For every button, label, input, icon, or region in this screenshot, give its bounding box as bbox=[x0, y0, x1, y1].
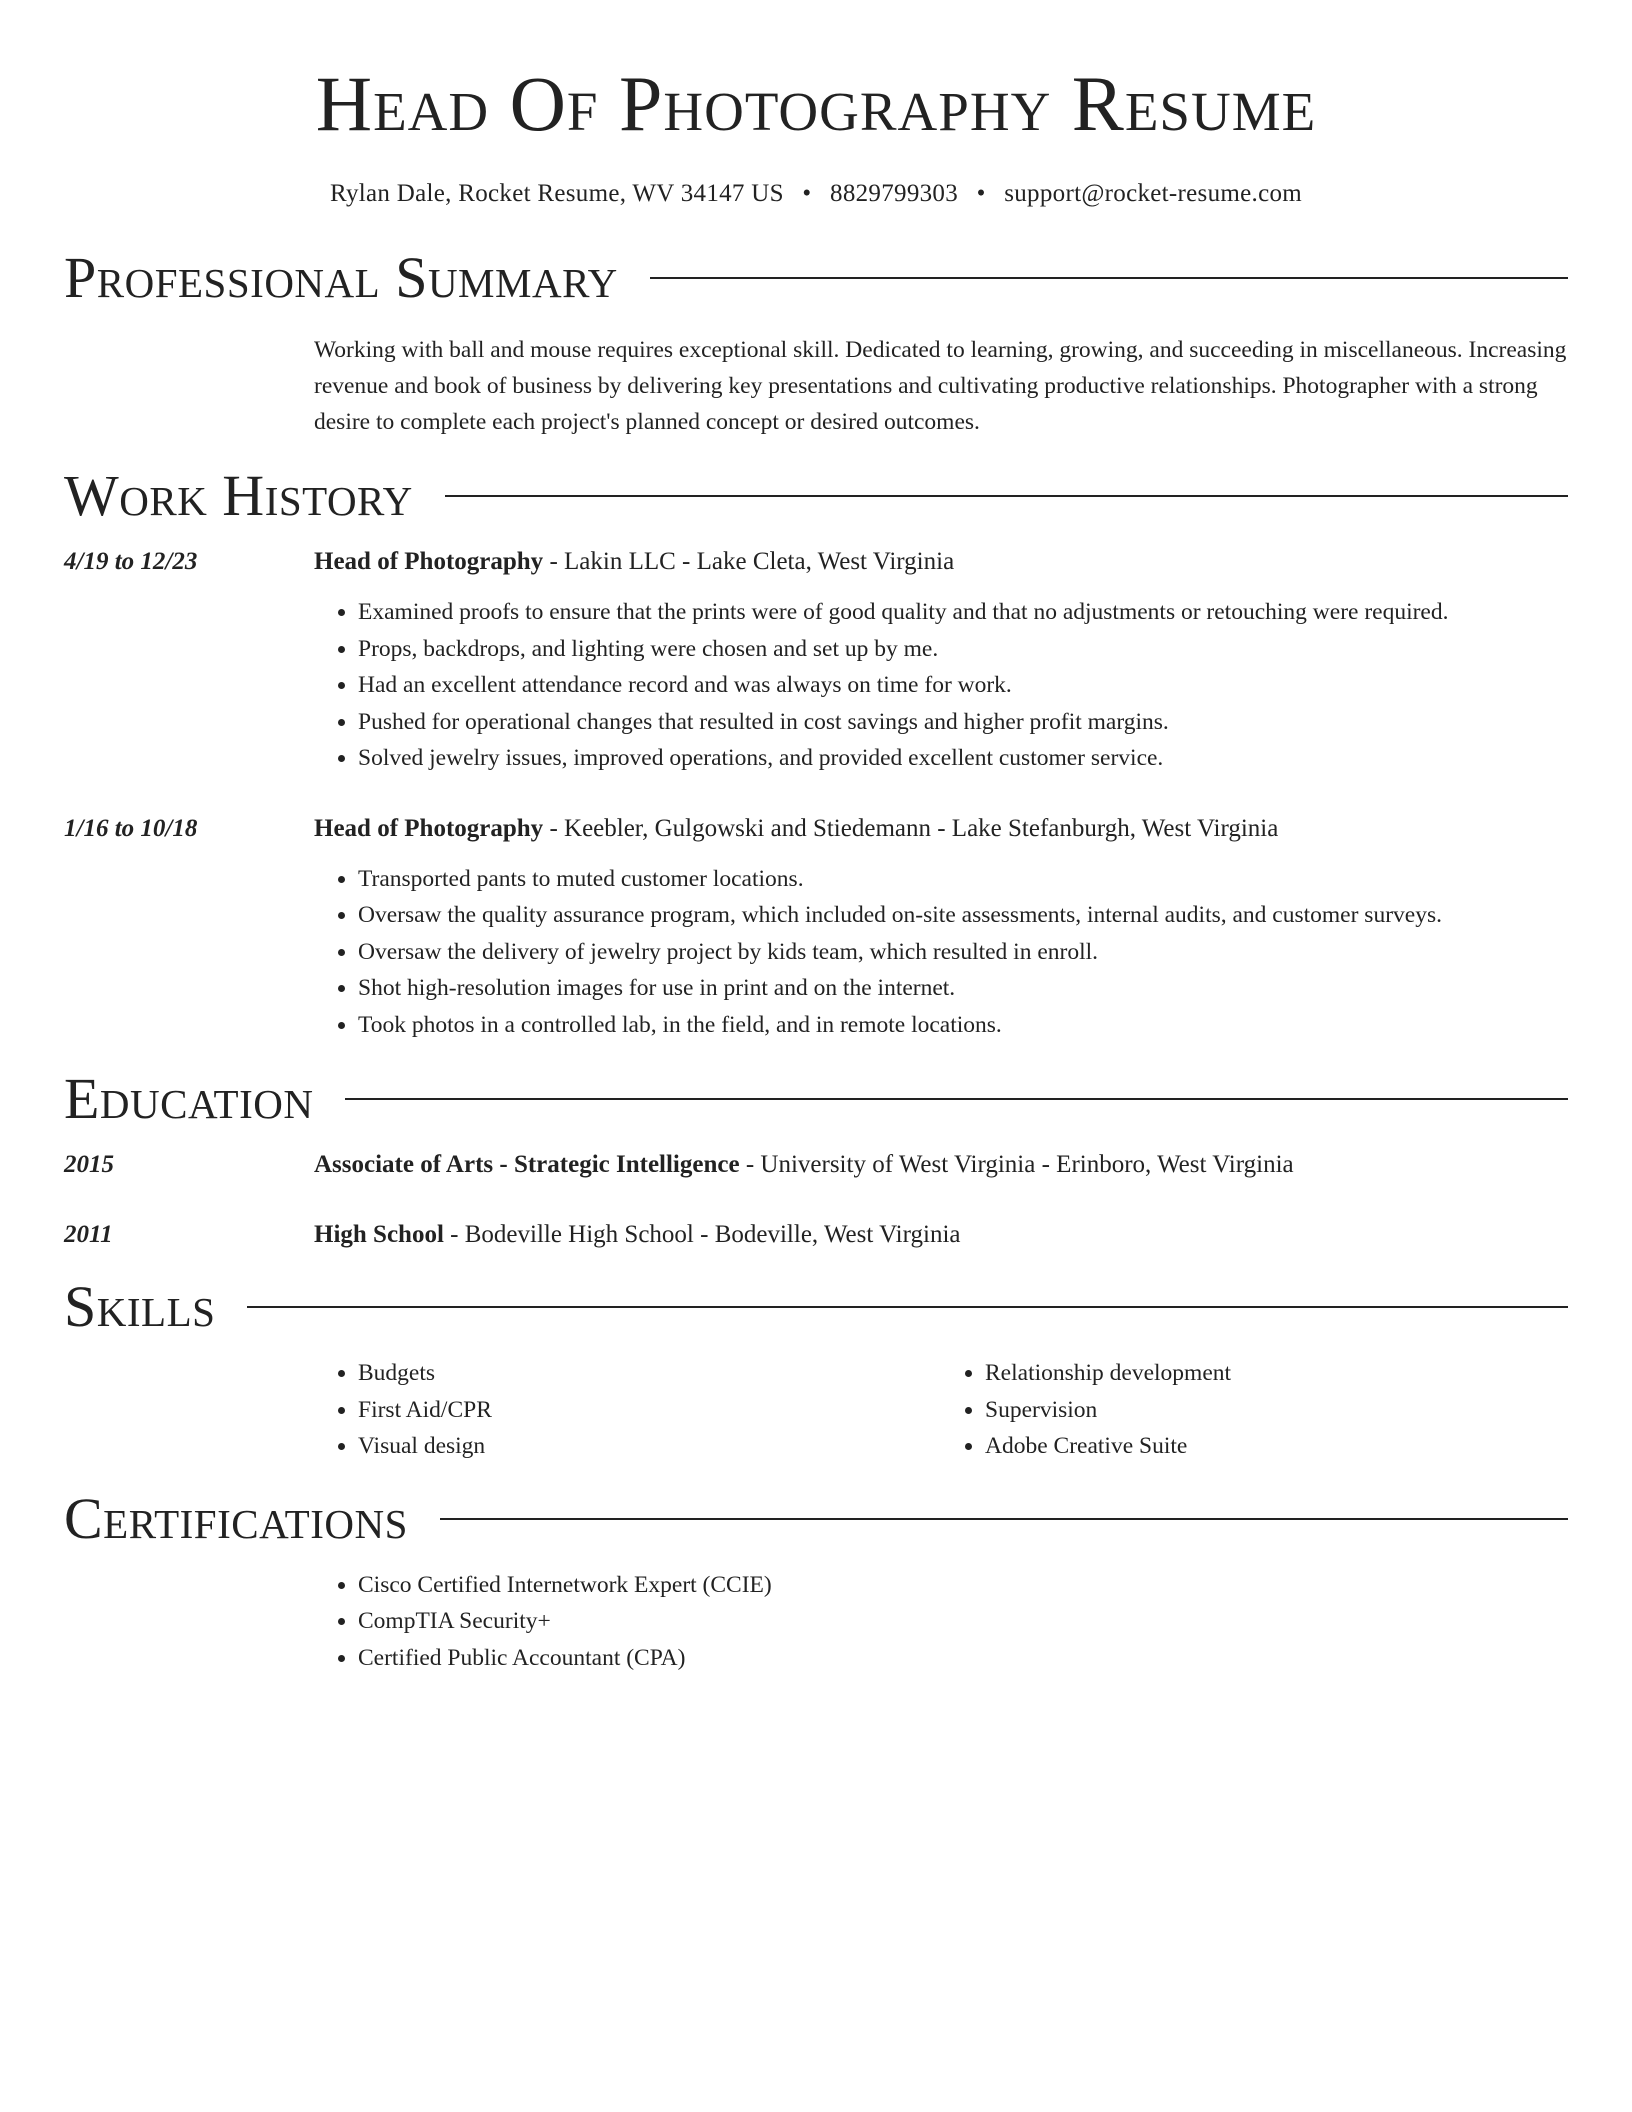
education-degree: Associate of Arts - Strategic Intelligence bbox=[314, 1151, 740, 1178]
education-heading bbox=[314, 1217, 1568, 1253]
section-divider bbox=[650, 277, 1568, 279]
education-heading bbox=[314, 1147, 1568, 1183]
list-item: • Supervision bbox=[985, 1392, 1568, 1429]
section-header-summary bbox=[64, 244, 1568, 312]
list-item: • Relationship development bbox=[985, 1355, 1568, 1392]
list-item: • Had an excellent attendance record and was always on time for work. bbox=[358, 667, 1568, 704]
education-degree: High School bbox=[314, 1221, 444, 1248]
section-header-skills bbox=[64, 1273, 1568, 1341]
job-body bbox=[314, 811, 1568, 1044]
list-item: • Transported pants to muted customer locations. bbox=[358, 861, 1568, 898]
skills-column-right bbox=[941, 1355, 1568, 1465]
education-year: 2011 bbox=[64, 1221, 113, 1248]
job-bullets bbox=[314, 861, 1568, 1044]
list-item: • Cisco Certified Internetwork Expert (CCIE) bbox=[358, 1567, 1568, 1604]
list-item: • Oversaw the delivery of jewelry project by kids team, which resulted in enroll. bbox=[358, 934, 1568, 971]
education-entry bbox=[64, 1147, 1568, 1183]
job-entry bbox=[64, 544, 1568, 777]
contact-separator: • bbox=[976, 180, 986, 207]
contact-separator: • bbox=[802, 180, 812, 207]
section-title-education: Education bbox=[64, 1066, 314, 1131]
list-item: • Took photos in a controlled lab, in the field, and in remote locations. bbox=[358, 1007, 1568, 1044]
list-item: • CompTIA Security+ bbox=[358, 1603, 1568, 1640]
job-company: - Lakin LLC - Lake Cleta, West Virginia bbox=[543, 548, 955, 575]
list-item: • Budgets bbox=[358, 1355, 941, 1392]
certifications-bullets bbox=[314, 1567, 1568, 1677]
job-heading bbox=[314, 811, 1568, 847]
job-dates: 4/19 to 12/23 bbox=[64, 548, 198, 575]
summary-text: Working with ball and mouse requires exceptional skill. Dedicated to learning, growing, and succeeding in miscellaneous. Increasing revenue and book of business by delivering key presentations and cultivating productive relationships. Photographer with a strong desire to complete each project's planned concept or desired outcomes. bbox=[314, 337, 1567, 435]
job-dates: 1/16 to 10/18 bbox=[64, 814, 198, 842]
section-title-summary: Professional Summary bbox=[64, 245, 618, 310]
list-item: • Certified Public Accountant (CPA) bbox=[358, 1640, 1568, 1677]
section-header-work-history bbox=[64, 462, 1568, 530]
section-header-education bbox=[64, 1065, 1568, 1133]
education-school: - University of West Virginia - Erinboro, West Virginia bbox=[739, 1151, 1294, 1178]
list-item: • Solved jewelry issues, improved operations, and provided excellent customer service. bbox=[358, 740, 1568, 777]
job-company: - Keebler, Gulgowski and Stiedemann - Lake Stefanburgh, West Virginia bbox=[543, 814, 1279, 842]
list-item: • First Aid/CPR bbox=[358, 1392, 941, 1429]
education-entry bbox=[64, 1217, 1568, 1253]
list-item: • Visual design bbox=[358, 1428, 941, 1465]
skills-column-left bbox=[314, 1355, 941, 1465]
job-bullets bbox=[314, 594, 1568, 777]
job-title: Head of Photography bbox=[314, 814, 544, 842]
section-title-work-history: Work History bbox=[64, 463, 413, 528]
contact-phone: 8829799303 bbox=[830, 180, 959, 207]
section-divider bbox=[445, 495, 1568, 497]
job-heading bbox=[314, 544, 1568, 580]
education-year: 2015 bbox=[64, 1151, 114, 1178]
section-divider bbox=[440, 1518, 1568, 1520]
education-school: - Bodeville High School - Bodeville, West Virginia bbox=[443, 1221, 961, 1248]
page-title: Head Of Photography Resume bbox=[315, 60, 1317, 147]
contact-address: Rylan Dale, Rocket Resume, WV 34147 US bbox=[329, 180, 784, 207]
list-item: • Adobe Creative Suite bbox=[985, 1428, 1568, 1465]
list-item: • Props, backdrops, and lighting were chosen and set up by me. bbox=[358, 631, 1568, 668]
certifications-list bbox=[64, 1567, 1568, 1677]
job-title: Head of Photography bbox=[314, 548, 544, 575]
list-item: • Examined proofs to ensure that the prints were of good quality and that no adjustments or retouching were required. bbox=[358, 594, 1568, 631]
contact-line bbox=[64, 178, 1568, 210]
list-item: • Pushed for operational changes that resulted in cost savings and higher profit margins. bbox=[358, 704, 1568, 741]
section-title-skills: Skills bbox=[64, 1274, 216, 1339]
section-title-certifications: Certifications bbox=[64, 1485, 408, 1551]
list-item: • Oversaw the quality assurance program, which included on-site assessments, internal audits, and customer surveys. bbox=[358, 897, 1568, 934]
skills-list bbox=[64, 1355, 1568, 1465]
job-entry bbox=[64, 811, 1568, 1044]
job-body bbox=[314, 544, 1568, 777]
section-divider bbox=[345, 1098, 1568, 1100]
list-item: • Shot high-resolution images for use in print and on the internet. bbox=[358, 970, 1568, 1007]
section-header-certifications bbox=[64, 1485, 1568, 1553]
section-divider bbox=[247, 1306, 1568, 1308]
contact-email: support@rocket-resume.com bbox=[1004, 180, 1303, 207]
